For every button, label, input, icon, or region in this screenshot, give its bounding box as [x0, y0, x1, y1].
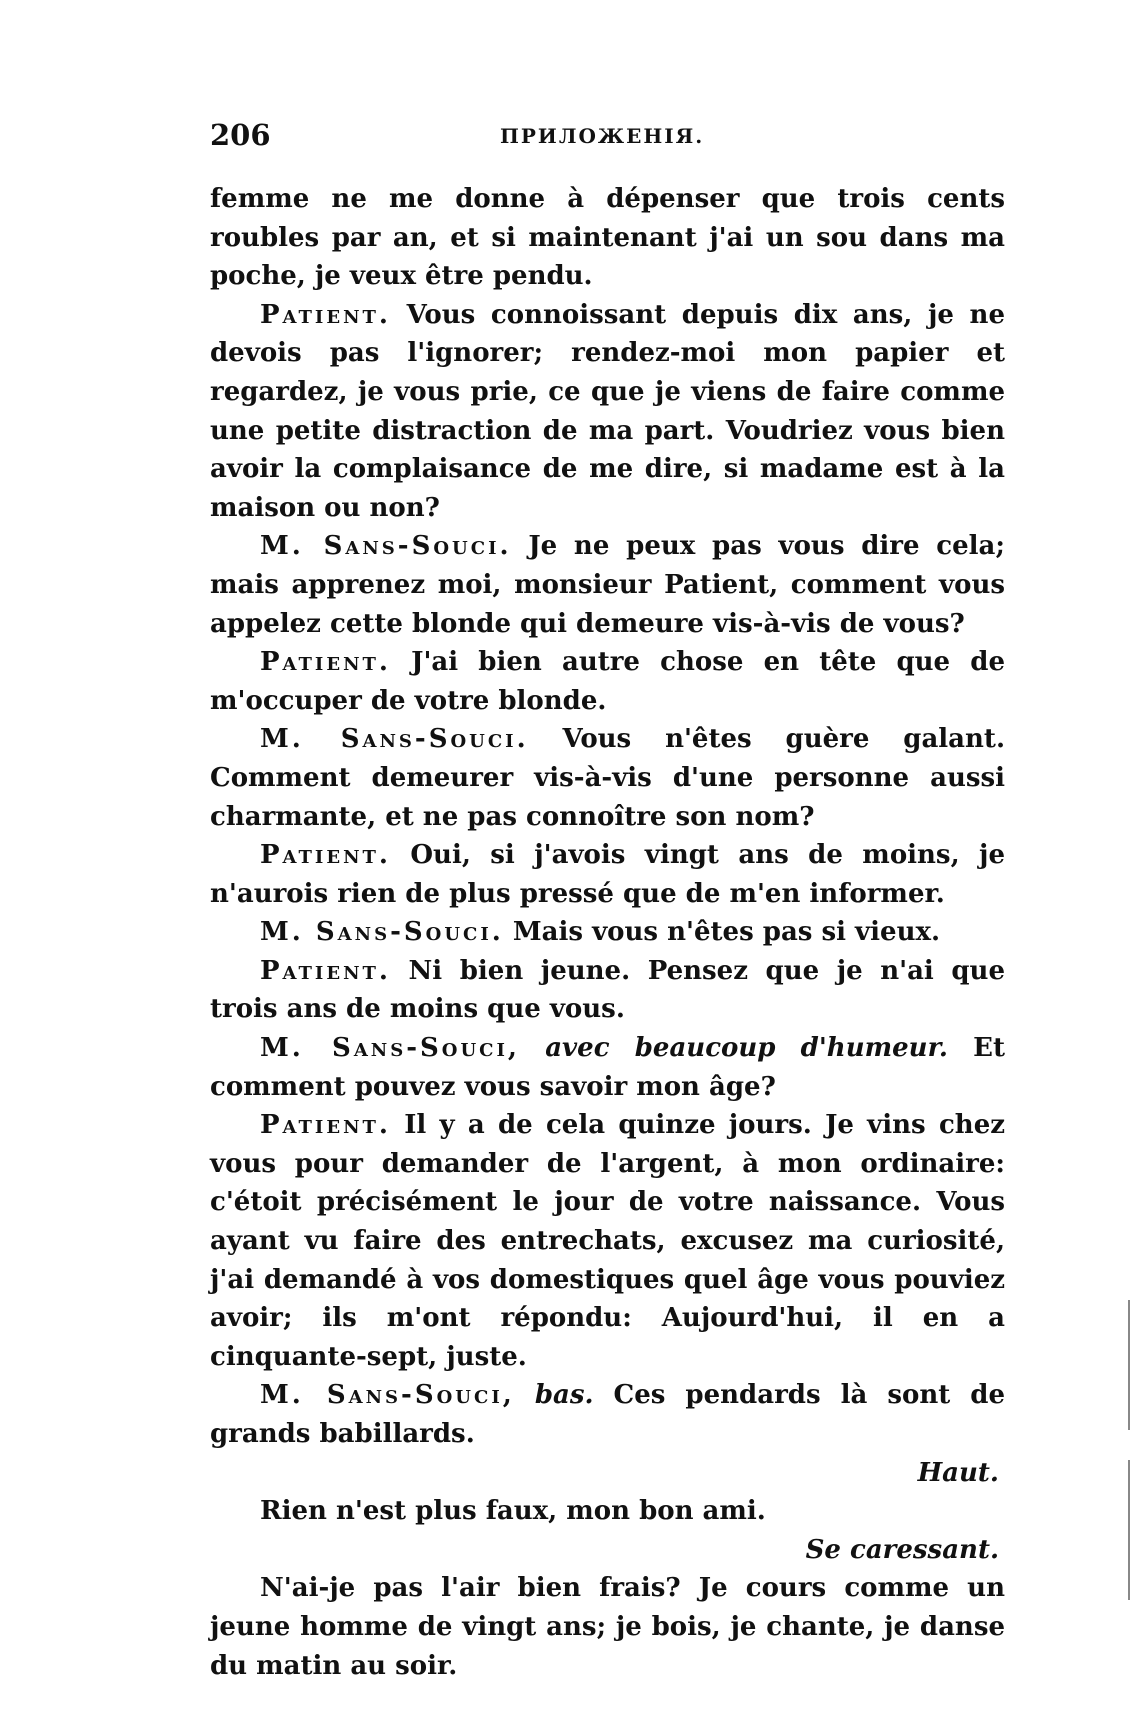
dialogue-patient-2	[210, 643, 1005, 720]
speaker-name: M. Sans-Souci.	[260, 917, 504, 948]
dialogue-sans-souci-2	[210, 720, 1005, 836]
speaker-name: M. Sans-Souci,	[260, 1380, 515, 1411]
stage-direction: bas.	[514, 1380, 594, 1411]
dialogue-text: Il y a de cela quinze jours. Je vins chez vous pour demander de l'argent, à mon ordinaire: c'étoit précisément le jour de votre naissance. Vous ayant vu faire des entrechats, excusez ma curiosité, j'ai demandé à vos domestiques quel âge vous pouviez avoir; ils m'ont répondu: Aujourd'hui, il en a cinquante-sept, juste.	[210, 1110, 1005, 1372]
speaker-name: Patient.	[260, 299, 391, 330]
dialogue-text: Vous connoissant depuis dix ans, je ne devois pas l'ignorer; rendez-moi mon papier et regardez, je vous prie, ce que je viens de faire comme une petite distraction de ma part. Voudriez vous bien avoir la complaisance de me dire, si madame est à la maison ou non?	[210, 299, 1005, 523]
dialogue-continuation-2	[210, 1569, 1005, 1685]
running-head: ПРИЛОЖЕНІЯ.	[500, 124, 705, 148]
dialogue-text: Ces pendards là sont de grands babillards.	[210, 1380, 1005, 1449]
dialogue-text: Et comment pouvez vous savoir mon âge?	[210, 1033, 1005, 1102]
stage-direction-haut: Haut.	[917, 1457, 999, 1488]
dialogue-sans-souci-3	[210, 913, 1005, 952]
dialogue-sans-souci-1	[210, 527, 1005, 643]
dialogue-patient-1	[210, 296, 1005, 528]
dialogue-sans-souci-5	[210, 1376, 1005, 1453]
speaker-name: M. Sans-Souci.	[260, 531, 512, 562]
scan-edge-mark	[1128, 1460, 1130, 1600]
stage-direction: avec beaucoup d'humeur.	[519, 1033, 948, 1064]
dialogue-text: Je ne peux pas vous dire cela; mais apprenez moi, monsieur Patient, comment vous appelez cette blonde qui demeure vis-à-vis de vous?	[210, 531, 1005, 639]
dialogue-text: Mais vous n'êtes pas si vieux.	[503, 917, 941, 948]
stage-direction-caressant: Se caressant.	[805, 1534, 999, 1565]
speaker-name: M. Sans-Souci,	[260, 1033, 520, 1064]
speaker-name: M. Sans-Souci.	[260, 724, 529, 755]
dialogue-continuation-1	[210, 1492, 1005, 1531]
paragraph-continuation	[210, 180, 1005, 296]
speaker-name: Patient.	[260, 1110, 391, 1141]
paragraph-text: femme ne me donne à dépenser que trois cents roubles par an, et si maintenant j'ai un sou dans ma poche, je veux être pendu.	[210, 184, 1005, 292]
page-body	[210, 180, 1005, 1685]
speaker-name: Patient.	[260, 955, 391, 986]
speaker-name: Patient.	[260, 840, 391, 871]
scan-edge-mark	[1128, 1300, 1130, 1430]
dialogue-text: Rien n'est plus faux, mon bon ami.	[260, 1496, 766, 1527]
dialogue-patient-4	[210, 952, 1005, 1029]
dialogue-text: Vous n'êtes guère galant. Comment demeurer vis-à-vis d'une personne aussi charmante, et ne pas connoître son nom?	[210, 724, 1005, 832]
dialogue-sans-souci-4	[210, 1029, 1005, 1106]
speaker-name: Patient.	[260, 647, 391, 678]
dialogue-text: Oui, si j'avois vingt ans de moins, je n'aurois rien de plus pressé que de m'en informer.	[210, 840, 1005, 909]
dialogue-text: J'ai bien autre chose en tête que de m'occuper de votre blonde.	[210, 647, 1005, 716]
dialogue-patient-5	[210, 1106, 1005, 1376]
page-header	[210, 118, 1010, 158]
dialogue-patient-3	[210, 836, 1005, 913]
dialogue-text: Ni bien jeune. Pensez que je n'ai que trois ans de moins que vous.	[210, 955, 1005, 1025]
page-number: 206	[210, 118, 271, 152]
dialogue-text: N'ai-je pas l'air bien frais? Je cours comme un jeune homme de vingt ans; je bois, je chante, je danse du matin au soir.	[210, 1573, 1005, 1681]
